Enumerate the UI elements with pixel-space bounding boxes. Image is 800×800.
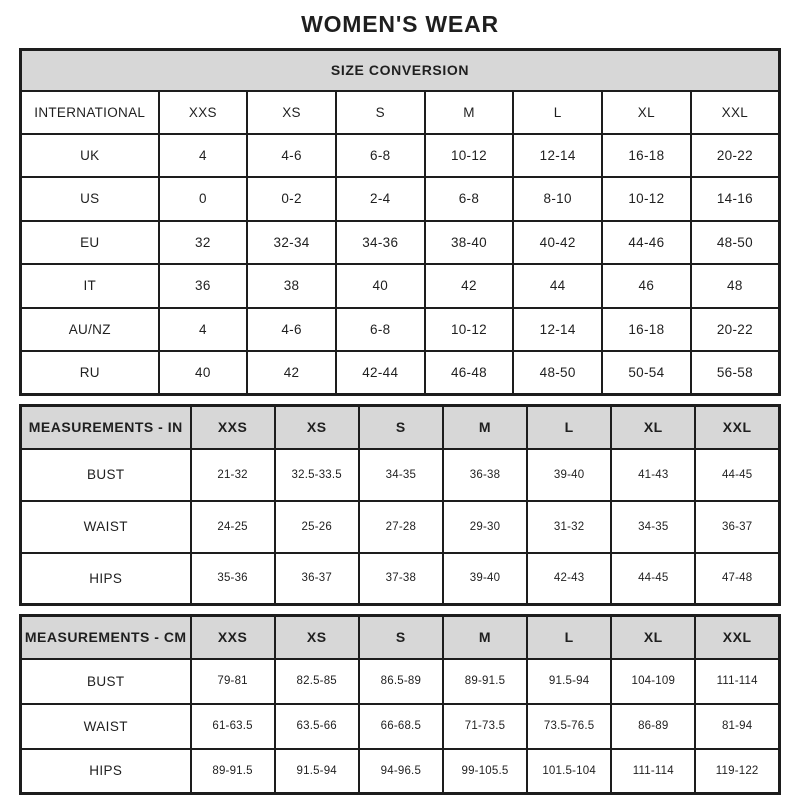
conv-cell: 48-50 <box>513 351 602 395</box>
conv-cell: 32-34 <box>247 221 336 265</box>
meas-size-header: XXS <box>191 406 275 449</box>
conv-header-international: INTERNATIONAL <box>21 91 159 134</box>
conv-row-us <box>21 177 780 221</box>
conv-cell: 38 <box>247 264 336 308</box>
meas-cell: 99-105.5 <box>443 749 527 794</box>
meas-size-header: L <box>527 616 611 659</box>
meas-cell: 71-73.5 <box>443 704 527 749</box>
meas-cell: 27-28 <box>359 501 443 553</box>
conv-header-size: XL <box>602 91 691 134</box>
conv-cell: 48 <box>691 264 780 308</box>
conv-cell: 16-18 <box>602 134 691 178</box>
conv-cell: 44 <box>513 264 602 308</box>
conv-row-it <box>21 264 780 308</box>
measurements-cm-table <box>19 614 781 795</box>
conv-cell: 6-8 <box>336 134 425 178</box>
meas-cell: 39-40 <box>443 553 527 605</box>
conv-cell: 6-8 <box>425 177 514 221</box>
meas-cell: 63.5-66 <box>275 704 359 749</box>
meas-cell: 79-81 <box>191 659 275 704</box>
meas-size-header: S <box>359 406 443 449</box>
conv-row-ru <box>21 351 780 395</box>
meas-row-label: WAIST <box>21 501 191 553</box>
meas-cell: 44-45 <box>695 449 779 501</box>
conv-cell: 46 <box>602 264 691 308</box>
meas-cell: 37-38 <box>359 553 443 605</box>
meas-size-header: XL <box>611 406 695 449</box>
conv-cell: 32 <box>159 221 248 265</box>
meas-size-header: XS <box>275 616 359 659</box>
conv-cell: 4 <box>159 134 248 178</box>
meas-row-label: BUST <box>21 449 191 501</box>
meas-cell: 36-38 <box>443 449 527 501</box>
meas-cell: 111-114 <box>695 659 779 704</box>
meas-row-label: HIPS <box>21 553 191 605</box>
meas-cell: 21-32 <box>191 449 275 501</box>
meas-cell: 89-91.5 <box>191 749 275 794</box>
size-conversion-head-row <box>21 91 780 134</box>
conv-cell: 38-40 <box>425 221 514 265</box>
meas-in-row-bust <box>21 449 780 501</box>
page-title: WOMEN'S WEAR <box>301 11 499 37</box>
meas-size-header: L <box>527 406 611 449</box>
meas-cell: 42-43 <box>527 553 611 605</box>
meas-cell: 36-37 <box>695 501 779 553</box>
meas-cell: 29-30 <box>443 501 527 553</box>
meas-cell: 36-37 <box>275 553 359 605</box>
measurements-in-table <box>19 404 781 606</box>
conv-header-size: L <box>513 91 602 134</box>
conv-row-uk <box>21 134 780 178</box>
conv-header-size: XXS <box>159 91 248 134</box>
conv-cell: 10-12 <box>602 177 691 221</box>
conv-cell: 0-2 <box>247 177 336 221</box>
conv-row-label: IT <box>21 264 159 308</box>
meas-row-label: HIPS <box>21 749 191 794</box>
conv-cell: 12-14 <box>513 134 602 178</box>
meas-cell: 111-114 <box>611 749 695 794</box>
meas-cell: 39-40 <box>527 449 611 501</box>
conv-row-label: EU <box>21 221 159 265</box>
conv-cell: 42-44 <box>336 351 425 395</box>
meas-size-header: M <box>443 616 527 659</box>
conv-cell: 42 <box>247 351 336 395</box>
meas-size-header: M <box>443 406 527 449</box>
conv-row-label: AU/NZ <box>21 308 159 352</box>
meas-cell: 35-36 <box>191 553 275 605</box>
conv-cell: 10-12 <box>425 134 514 178</box>
conv-cell: 12-14 <box>513 308 602 352</box>
meas-in-row-waist <box>21 501 780 553</box>
conv-cell: 20-22 <box>691 134 780 178</box>
conv-cell: 44-46 <box>602 221 691 265</box>
measurements-cm-head-row <box>21 616 780 659</box>
meas-cm-row-waist <box>21 704 780 749</box>
meas-size-header: XXL <box>695 616 779 659</box>
meas-size-header: XS <box>275 406 359 449</box>
conv-cell: 2-4 <box>336 177 425 221</box>
conv-cell: 50-54 <box>602 351 691 395</box>
meas-cell: 91.5-94 <box>275 749 359 794</box>
conv-cell: 16-18 <box>602 308 691 352</box>
measurements-cm-header: MEASUREMENTS - CM <box>21 616 191 659</box>
conv-cell: 8-10 <box>513 177 602 221</box>
tables-container <box>19 48 781 795</box>
conv-row-label: US <box>21 177 159 221</box>
conv-header-size: S <box>336 91 425 134</box>
meas-cell: 31-32 <box>527 501 611 553</box>
meas-cell: 86.5-89 <box>359 659 443 704</box>
meas-cell: 86-89 <box>611 704 695 749</box>
size-conversion-banner-row <box>21 50 780 91</box>
conv-header-size: M <box>425 91 514 134</box>
meas-cell: 104-109 <box>611 659 695 704</box>
measurements-in-head-row <box>21 406 780 449</box>
meas-size-header: XXS <box>191 616 275 659</box>
conv-cell: 4-6 <box>247 308 336 352</box>
meas-cell: 34-35 <box>359 449 443 501</box>
meas-size-header: XL <box>611 616 695 659</box>
conv-row-aunz <box>21 308 780 352</box>
meas-cell: 44-45 <box>611 553 695 605</box>
meas-cell: 91.5-94 <box>527 659 611 704</box>
meas-cell: 41-43 <box>611 449 695 501</box>
meas-row-label: WAIST <box>21 704 191 749</box>
conv-cell: 40-42 <box>513 221 602 265</box>
conv-cell: 56-58 <box>691 351 780 395</box>
conv-cell: 36 <box>159 264 248 308</box>
conv-cell: 4 <box>159 308 248 352</box>
meas-cm-row-bust <box>21 659 780 704</box>
meas-cell: 81-94 <box>695 704 779 749</box>
meas-cell: 101.5-104 <box>527 749 611 794</box>
conv-cell: 40 <box>336 264 425 308</box>
conv-cell: 20-22 <box>691 308 780 352</box>
meas-cell: 66-68.5 <box>359 704 443 749</box>
conv-row-label: RU <box>21 351 159 395</box>
size-conversion-table <box>19 48 781 396</box>
meas-in-row-hips <box>21 553 780 605</box>
meas-cell: 82.5-85 <box>275 659 359 704</box>
meas-cell: 73.5-76.5 <box>527 704 611 749</box>
meas-cell: 94-96.5 <box>359 749 443 794</box>
conv-cell: 42 <box>425 264 514 308</box>
size-conversion-header: SIZE CONVERSION <box>21 50 780 91</box>
conv-cell: 0 <box>159 177 248 221</box>
conv-cell: 48-50 <box>691 221 780 265</box>
conv-cell: 4-6 <box>247 134 336 178</box>
meas-cell: 32.5-33.5 <box>275 449 359 501</box>
conv-cell: 34-36 <box>336 221 425 265</box>
meas-cell: 89-91.5 <box>443 659 527 704</box>
meas-cell: 34-35 <box>611 501 695 553</box>
meas-row-label: BUST <box>21 659 191 704</box>
conv-header-size: XS <box>247 91 336 134</box>
conv-row-eu <box>21 221 780 265</box>
meas-cell: 25-26 <box>275 501 359 553</box>
meas-size-header: XXL <box>695 406 779 449</box>
conv-cell: 6-8 <box>336 308 425 352</box>
conv-row-label: UK <box>21 134 159 178</box>
conv-header-size: XXL <box>691 91 780 134</box>
conv-cell: 10-12 <box>425 308 514 352</box>
measurements-in-header: MEASUREMENTS - IN <box>21 406 191 449</box>
meas-cell: 24-25 <box>191 501 275 553</box>
meas-cm-row-hips <box>21 749 780 794</box>
meas-cell: 47-48 <box>695 553 779 605</box>
conv-cell: 14-16 <box>691 177 780 221</box>
meas-cell: 61-63.5 <box>191 704 275 749</box>
meas-size-header: S <box>359 616 443 659</box>
meas-cell: 119-122 <box>695 749 779 794</box>
conv-cell: 40 <box>159 351 248 395</box>
conv-cell: 46-48 <box>425 351 514 395</box>
